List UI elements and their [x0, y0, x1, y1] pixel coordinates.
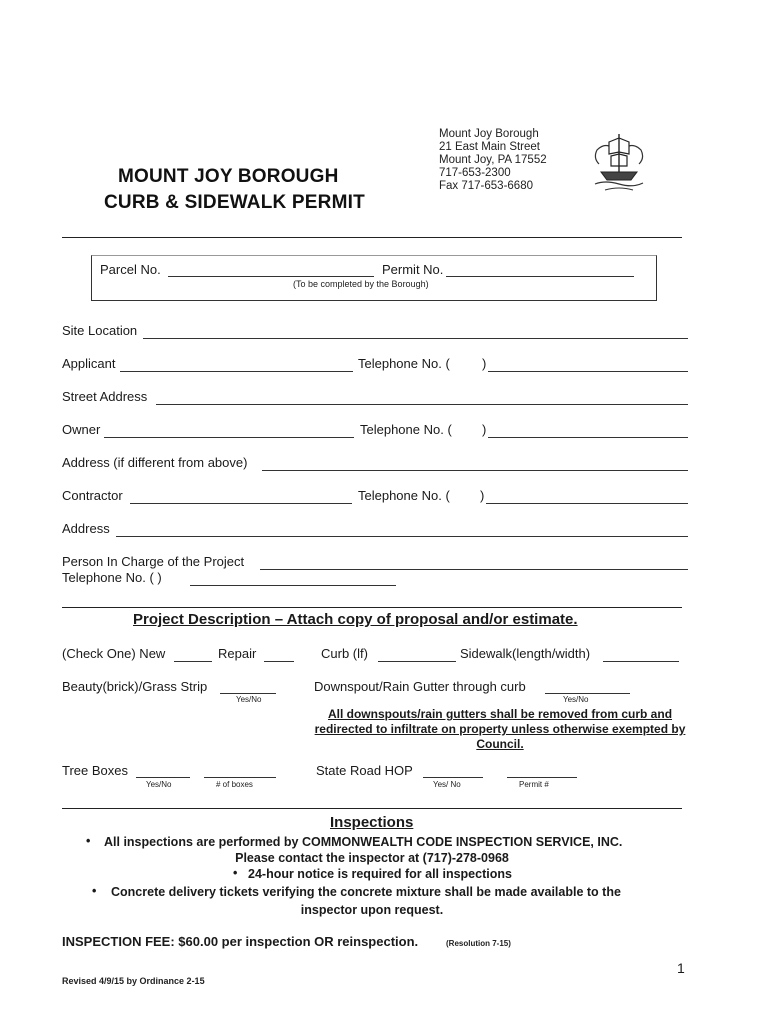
applicant-input[interactable]: [120, 371, 353, 372]
site-location-label: Site Location: [62, 323, 138, 338]
beauty-strip-label: Beauty(brick)/Grass Strip: [62, 679, 208, 694]
contractor-telephone-label: Telephone No. (: [358, 488, 450, 503]
inspections-divider: [62, 808, 682, 809]
site-location-input[interactable]: [143, 338, 688, 339]
address-line: Mount Joy, PA 17552: [439, 154, 547, 166]
repair-label: Repair: [218, 646, 257, 661]
permit-number-label: Permit #: [519, 780, 549, 789]
bullet-icon: •: [233, 866, 238, 880]
contractor-label: Contractor: [62, 488, 123, 503]
project-divider: [62, 607, 682, 608]
address-line: 717-653-2300: [439, 167, 511, 179]
beauty-strip-yesno: Yes/No: [236, 695, 262, 704]
new-input[interactable]: [174, 661, 212, 662]
bullet-icon: •: [92, 884, 97, 898]
inspection-bullet-2: 24-hour notice is required for all inspections: [248, 867, 512, 881]
person-telephone-input[interactable]: [190, 585, 396, 586]
applicant-label: Applicant: [62, 356, 116, 371]
check-one-new-label: (Check One) New: [62, 646, 166, 661]
address-line: Fax 717-653-6680: [439, 180, 533, 192]
downspout-label: Downspout/Rain Gutter through curb: [314, 679, 526, 694]
applicant-telephone-close: ): [482, 356, 487, 371]
sidewalk-label: Sidewalk(length/width): [460, 646, 591, 661]
tree-boxes-label: Tree Boxes: [62, 763, 128, 778]
title-line-1: MOUNT JOY BOROUGH: [118, 166, 339, 187]
fee-resolution: (Resolution 7-15): [446, 939, 511, 948]
inspection-bullet-1: All inspections are performed by COMMONWEALTH CODE INSPECTION SERVICE, INC.: [104, 835, 623, 849]
permit-label: Permit No.: [382, 262, 444, 277]
street-address-label: Street Address: [62, 389, 148, 404]
contractor-telephone-input[interactable]: [486, 503, 688, 504]
borough-note: (To be completed by the Borough): [293, 279, 429, 289]
inspection-fee: INSPECTION FEE: $60.00 per inspection OR reinspection.: [62, 934, 419, 949]
state-road-hop-input[interactable]: [423, 777, 483, 778]
num-boxes-input[interactable]: [204, 777, 276, 778]
address-line: Mount Joy Borough: [439, 128, 539, 140]
downspout-input[interactable]: [545, 693, 630, 694]
sidewalk-input[interactable]: [603, 661, 679, 662]
beauty-strip-input[interactable]: [220, 693, 276, 694]
parcel-label: Parcel No.: [100, 262, 161, 277]
address-if-different-label: Address (if different from above): [62, 455, 248, 470]
street-address-input[interactable]: [156, 404, 688, 405]
address-if-different-input[interactable]: [262, 470, 688, 471]
downspout-notice: All downspouts/rain gutters shall be removed from curb and redirected to infiltrate on property unless otherwise exempted by Council.: [314, 707, 686, 751]
curb-input[interactable]: [378, 661, 456, 662]
num-boxes-label: # of boxes: [216, 780, 253, 789]
state-road-hop-label: State Road HOP: [316, 763, 413, 778]
owner-telephone-input[interactable]: [488, 437, 688, 438]
contractor-input[interactable]: [130, 503, 352, 504]
title-line-2: CURB & SIDEWALK PERMIT: [104, 192, 365, 213]
applicant-telephone-label: Telephone No. (: [358, 356, 450, 371]
inspection-contact-line: Please contact the inspector at (717)-278-0968: [235, 851, 509, 865]
borough-use-box: [91, 255, 657, 301]
person-in-charge-input[interactable]: [260, 569, 688, 570]
revised-note: Revised 4/9/15 by Ordinance 2-15: [62, 976, 205, 986]
curb-label: Curb (lf): [321, 646, 368, 661]
bullet-icon: •: [86, 834, 91, 848]
tree-boxes-yesno: Yes/No: [146, 780, 172, 789]
contractor-telephone-close: ): [480, 488, 485, 503]
person-telephone-label: Telephone No. ( ): [62, 570, 162, 585]
header-divider: [62, 237, 682, 238]
person-in-charge-label: Person In Charge of the Project: [62, 554, 245, 569]
inspection-bullet-3-line-1: Concrete delivery tickets verifying the concrete mixture shall be made available to the: [111, 885, 621, 899]
project-heading: Project Description – Attach copy of proposal and/or estimate.: [133, 611, 578, 628]
permit-input[interactable]: [446, 276, 634, 277]
tree-boxes-input[interactable]: [136, 777, 190, 778]
owner-telephone-close: ): [482, 422, 487, 437]
owner-label: Owner: [62, 422, 101, 437]
owner-input[interactable]: [104, 437, 354, 438]
downspout-yesno: Yes/No: [563, 695, 589, 704]
repair-input[interactable]: [264, 661, 294, 662]
page-number: 1: [677, 960, 685, 976]
contractor-address-input[interactable]: [116, 536, 688, 537]
contractor-address-label: Address: [62, 521, 110, 536]
borough-seal-icon: [585, 128, 653, 196]
inspections-heading: Inspections: [330, 814, 414, 831]
borough-address: [439, 128, 547, 193]
permit-number-input[interactable]: [507, 777, 577, 778]
address-line: 21 East Main Street: [439, 141, 540, 153]
inspection-bullet-3-line-2: inspector upon request.: [300, 903, 444, 917]
owner-telephone-label: Telephone No. (: [360, 422, 452, 437]
parcel-input[interactable]: [168, 276, 374, 277]
applicant-telephone-input[interactable]: [488, 371, 688, 372]
state-road-hop-yesno: Yes/ No: [433, 780, 461, 789]
